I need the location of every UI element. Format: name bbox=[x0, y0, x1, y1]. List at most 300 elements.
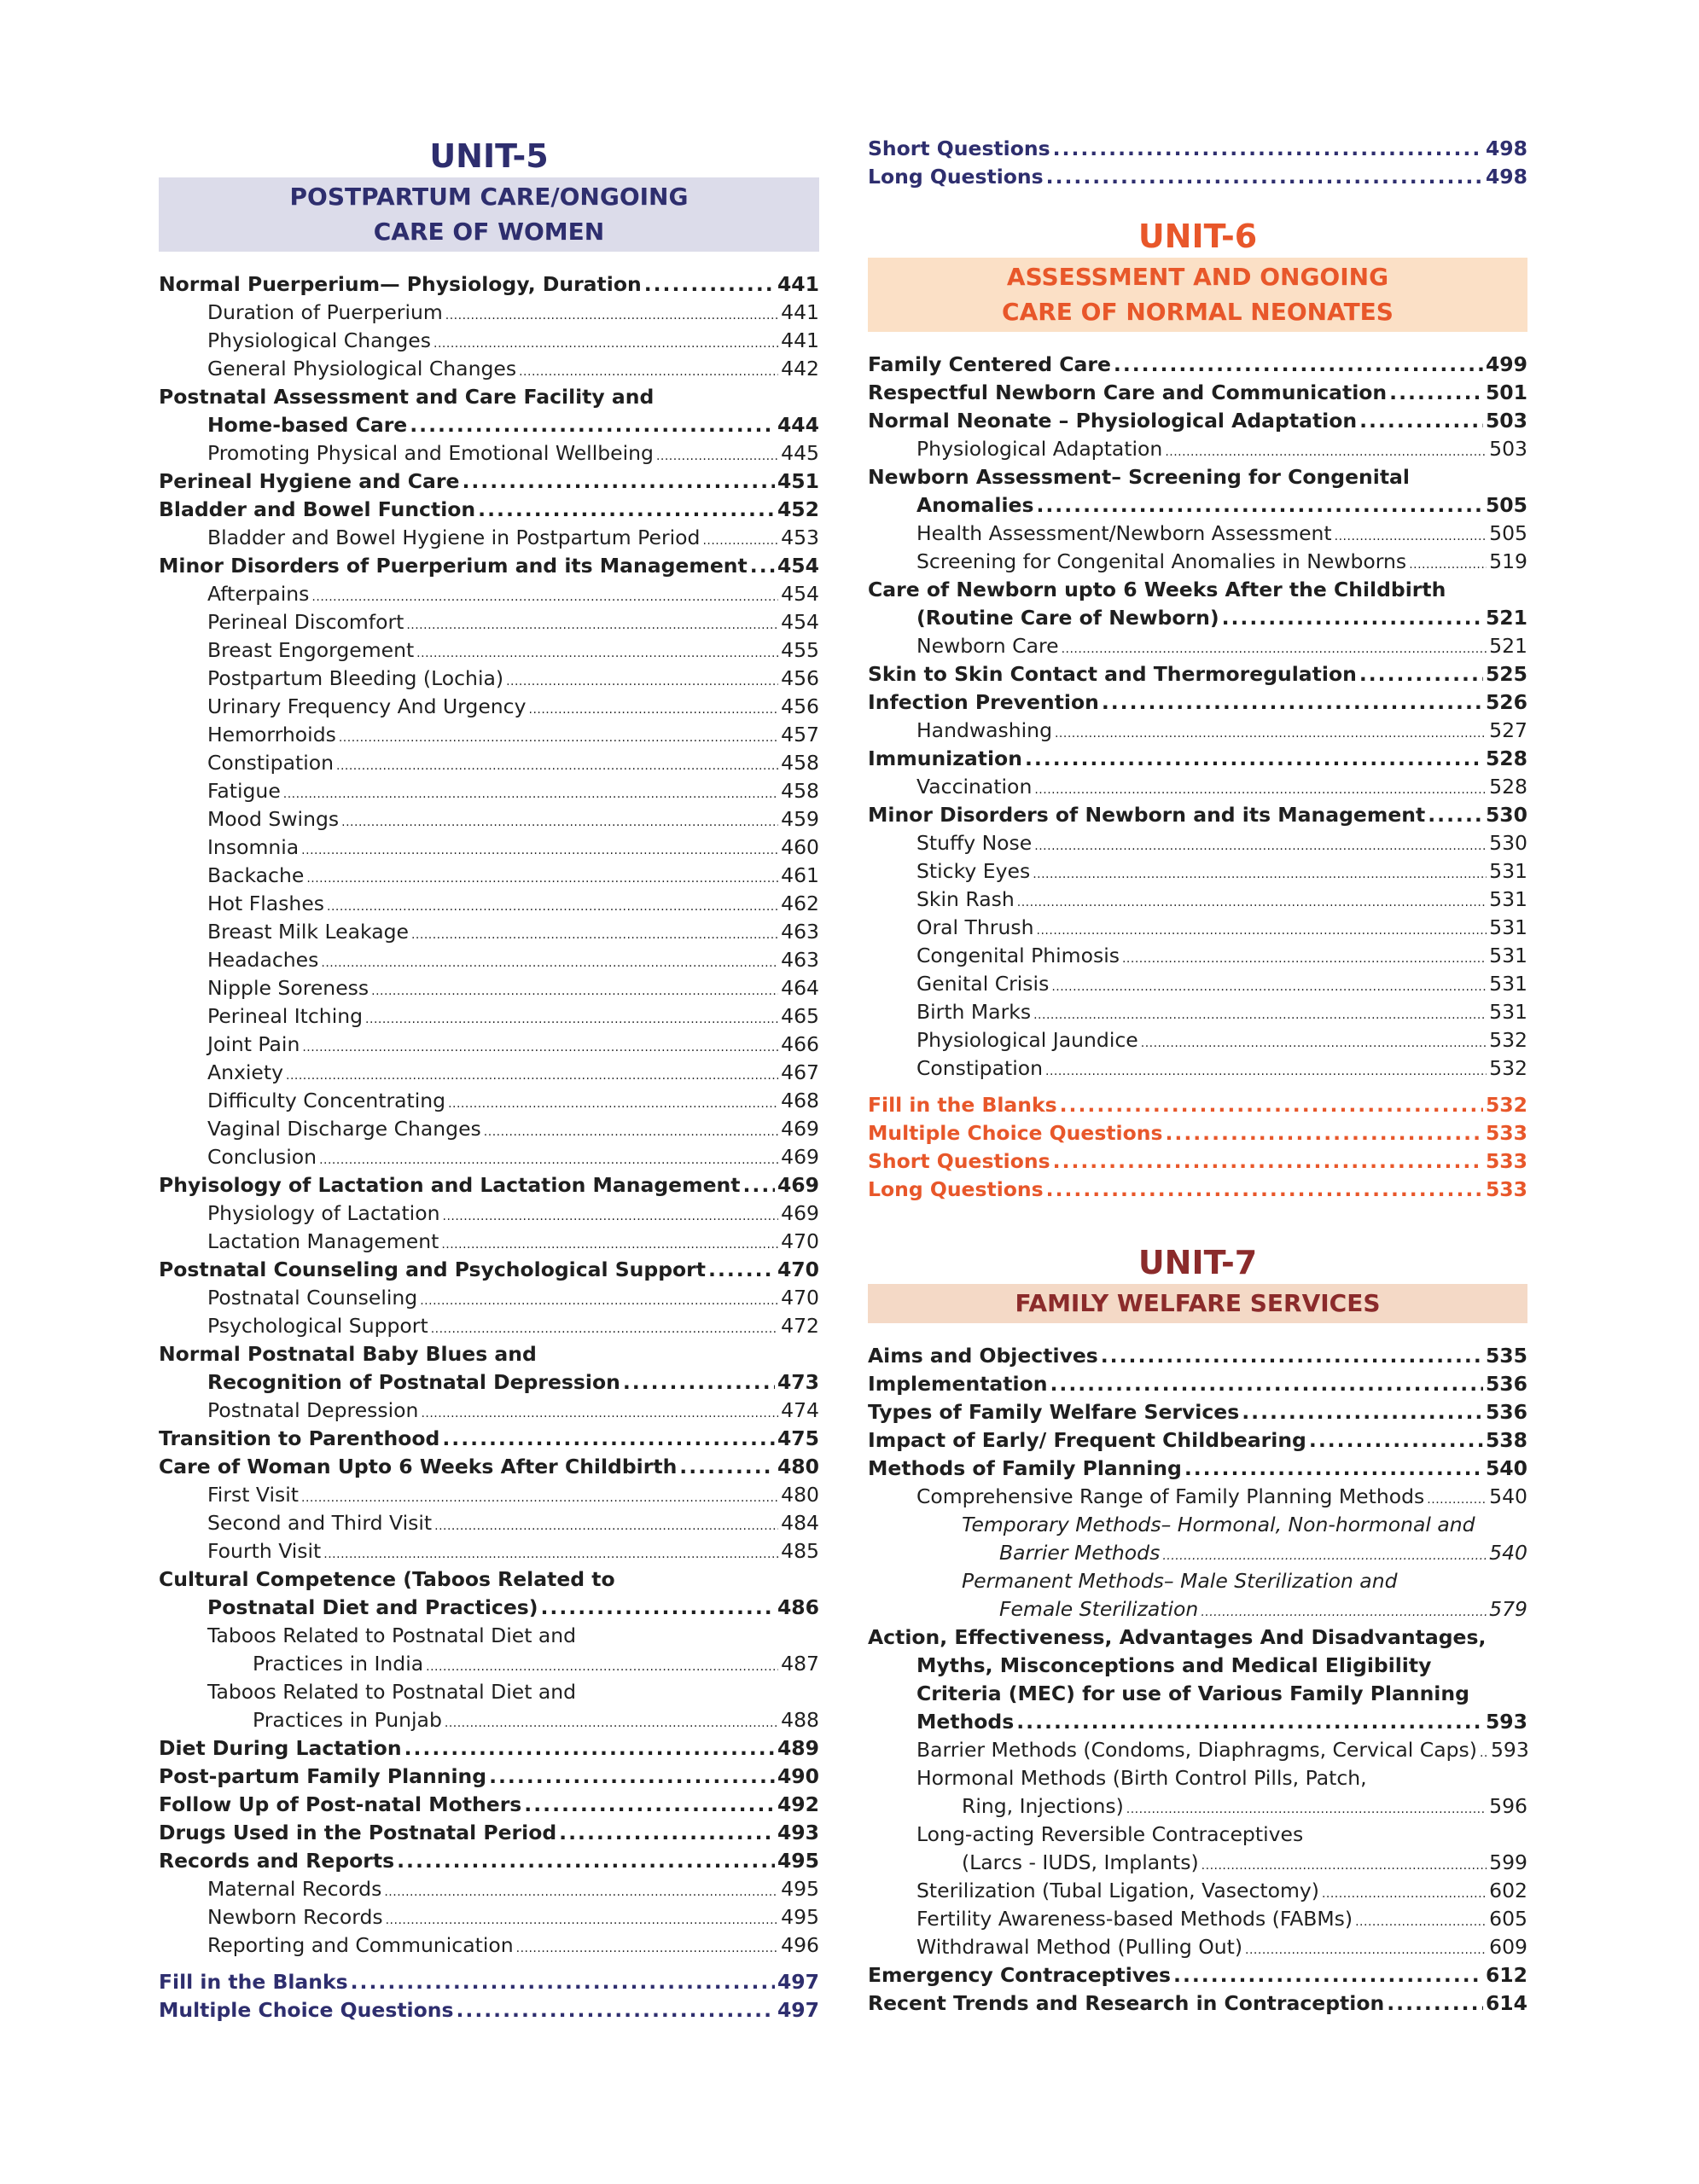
toc-entry bbox=[868, 548, 1527, 576]
toc-entry bbox=[159, 1537, 819, 1565]
toc-entry-title: Handwashing bbox=[916, 718, 1052, 742]
toc-dot-leader bbox=[750, 552, 775, 580]
toc-dot-leader bbox=[1222, 604, 1483, 632]
toc-entry-title: Vaccination bbox=[916, 775, 1033, 799]
toc-entry-title: Cultural Competence (Taboos Related to bbox=[159, 1567, 615, 1591]
toc-entry bbox=[159, 665, 819, 693]
toc-entry bbox=[868, 1398, 1527, 1426]
unit-6-title: UNIT-6 bbox=[1138, 218, 1258, 255]
toc-entry-title: Fatigue bbox=[207, 779, 281, 803]
toc-entry-title: Physiological Adaptation bbox=[916, 437, 1163, 461]
toc-dot-leader bbox=[306, 865, 778, 893]
toc-entry-title: Breast Engorgement bbox=[207, 638, 415, 662]
toc-page-number: 461 bbox=[781, 863, 819, 887]
toc-entry bbox=[868, 1933, 1527, 1961]
toc-dot-leader bbox=[1114, 351, 1483, 379]
toc-dot-leader bbox=[1165, 1119, 1482, 1147]
toc-dot-leader bbox=[1045, 1058, 1487, 1086]
toc-entry-title: Barrier Methods (Condoms, Diaphragms, Cervical Caps) bbox=[916, 1738, 1477, 1762]
right-column bbox=[868, 135, 1527, 2018]
toc-entry-title: Ring, Injections) bbox=[962, 1794, 1124, 1818]
toc-page-number: 531 bbox=[1489, 859, 1527, 883]
toc-entry-title: Screening for Congenital Anomalies in Newborns bbox=[916, 549, 1407, 573]
toc-entry-title: Duration of Puerperium bbox=[207, 300, 443, 324]
toc-page-number: 531 bbox=[1489, 944, 1527, 967]
toc-dot-leader bbox=[1359, 407, 1483, 435]
toc-dot-leader bbox=[406, 612, 778, 640]
toc-entry-title: Criteria (MEC) for use of Various Family Planning bbox=[916, 1682, 1469, 1705]
toc-page-number: 526 bbox=[1485, 690, 1527, 714]
toc-entry-title: Anxiety bbox=[207, 1060, 283, 1084]
toc-dot-leader bbox=[341, 809, 778, 837]
toc-entry-title: Recognition of Postnatal Depression bbox=[207, 1370, 620, 1394]
toc-entry bbox=[159, 1594, 819, 1622]
toc-page-number: 498 bbox=[1485, 136, 1527, 160]
toc-page-number: 519 bbox=[1489, 549, 1527, 573]
toc-entry bbox=[159, 1763, 819, 1791]
toc-entry bbox=[159, 439, 819, 468]
toc-page-number: 521 bbox=[1489, 634, 1527, 658]
toc-dot-leader bbox=[283, 781, 778, 809]
toc-dot-leader bbox=[336, 752, 778, 781]
toc-page-number: 457 bbox=[781, 723, 819, 746]
toc-entry bbox=[868, 1623, 1527, 1652]
toc-entry-title: Perineal Hygiene and Care bbox=[159, 469, 460, 493]
toc-entry-title: Birth Marks bbox=[916, 1000, 1032, 1024]
toc-dot-leader bbox=[351, 1968, 775, 1996]
toc-dot-leader bbox=[1184, 1455, 1483, 1483]
toc-dot-leader bbox=[541, 1594, 775, 1622]
toc-entry-title: Methods bbox=[916, 1710, 1015, 1734]
toc-entry-title: Physiological Changes bbox=[207, 328, 432, 352]
unit-5-entries bbox=[159, 270, 819, 1960]
toc-page-number: 614 bbox=[1485, 1991, 1527, 2015]
toc-dot-leader bbox=[302, 1034, 778, 1062]
toc-entry bbox=[159, 1256, 819, 1284]
toc-page-number: 531 bbox=[1489, 915, 1527, 939]
toc-entry-title: Care of Newborn upto 6 Weeks After the Childbirth bbox=[868, 578, 1446, 601]
toc-entry-title: Postpartum Bleeding (Lochia) bbox=[207, 666, 504, 690]
toc-entry-title: Newborn Records bbox=[207, 1905, 383, 1929]
toc-entry bbox=[868, 1026, 1527, 1054]
toc-page-number: 503 bbox=[1485, 409, 1527, 433]
toc-dot-leader bbox=[506, 668, 778, 696]
toc-page-number: 505 bbox=[1489, 521, 1527, 545]
toc-entry bbox=[159, 608, 819, 636]
toc-dot-leader bbox=[339, 724, 778, 752]
unit-6-subtitle-line1: ASSESSMENT AND ONGOING bbox=[1006, 263, 1389, 291]
toc-entry bbox=[868, 379, 1527, 407]
toc-page-number: 530 bbox=[1489, 831, 1527, 855]
toc-entry bbox=[868, 829, 1527, 857]
toc-page-number: 454 bbox=[781, 610, 819, 634]
toc-entry-title: Maternal Records bbox=[207, 1877, 382, 1901]
toc-page-number: 525 bbox=[1485, 662, 1527, 686]
unit-7-subtitle-line1: FAMILY WELFARE SERVICES bbox=[1015, 1289, 1381, 1317]
toc-entry-title: Barrier Methods bbox=[999, 1541, 1161, 1565]
toc-entry-title: Backache bbox=[207, 863, 305, 887]
toc-entry bbox=[159, 1312, 819, 1340]
toc-entry-title: Physiological Jaundice bbox=[916, 1028, 1138, 1052]
toc-dot-leader bbox=[1309, 1426, 1483, 1455]
toc-entry bbox=[868, 970, 1527, 998]
toc-entry bbox=[159, 1453, 819, 1481]
toc-entry-title: Hemorrhoids bbox=[207, 723, 336, 746]
toc-page-number: 474 bbox=[781, 1398, 819, 1422]
toc-entry-title: Immunization bbox=[868, 746, 1022, 770]
toc-entry-title: Records and Reports bbox=[159, 1849, 395, 1873]
toc-entry bbox=[159, 1115, 819, 1143]
toc-page-number: 484 bbox=[781, 1511, 819, 1535]
toc-entry bbox=[159, 1031, 819, 1059]
toc-page-number: 521 bbox=[1485, 606, 1527, 630]
toc-page-number: 495 bbox=[781, 1877, 819, 1901]
toc-entry-title: Diet During Lactation bbox=[159, 1736, 402, 1760]
toc-page-number: 475 bbox=[777, 1426, 819, 1450]
toc-entry bbox=[868, 632, 1527, 660]
toc-page-number: 487 bbox=[781, 1652, 819, 1676]
toc-entry-title: Normal Neonate – Physiological Adaptation bbox=[868, 409, 1358, 433]
toc-dot-leader bbox=[397, 1847, 775, 1875]
toc-entry-title: Postnatal Depression bbox=[207, 1398, 419, 1422]
toc-page-number: 464 bbox=[781, 976, 819, 1000]
toc-entry bbox=[868, 688, 1527, 717]
toc-entry-title: Lactation Management bbox=[207, 1229, 439, 1253]
toc-entry-title: Second and Third Visit bbox=[207, 1511, 433, 1535]
toc-dot-leader bbox=[524, 1791, 775, 1819]
toc-entry bbox=[159, 834, 819, 862]
unit-5-subtitle-line2: CARE OF WOMEN bbox=[373, 218, 605, 246]
toc-entry-title: Skin Rash bbox=[916, 887, 1015, 911]
toc-page-number: 442 bbox=[781, 357, 819, 380]
toc-entry bbox=[159, 1284, 819, 1312]
toc-entry bbox=[868, 1539, 1527, 1567]
toc-entry bbox=[868, 1652, 1527, 1680]
toc-page-number: 579 bbox=[1489, 1597, 1527, 1621]
toc-page-number: 473 bbox=[777, 1370, 819, 1394]
toc-entry-title: Sticky Eyes bbox=[916, 859, 1031, 883]
toc-entry bbox=[868, 1091, 1527, 1119]
toc-entry bbox=[159, 1678, 819, 1706]
toc-entry-title: Anomalies bbox=[916, 493, 1034, 517]
toc-entry bbox=[868, 886, 1527, 914]
toc-page-number: 466 bbox=[781, 1032, 819, 1056]
toc-page-number: 596 bbox=[1489, 1794, 1527, 1818]
toc-page-number: 480 bbox=[781, 1483, 819, 1507]
toc-entry-title: Fill in the Blanks bbox=[159, 1970, 348, 1994]
toc-entry-title: Home-based Care bbox=[207, 413, 408, 437]
toc-entry-title: Infection Prevention bbox=[868, 690, 1099, 714]
toc-page-number: 470 bbox=[781, 1229, 819, 1253]
toc-entry-title: Perineal Discomfort bbox=[207, 610, 404, 634]
toc-page-number: 538 bbox=[1485, 1428, 1527, 1452]
toc-page-number: 532 bbox=[1489, 1028, 1527, 1052]
toc-dot-leader bbox=[1017, 889, 1487, 917]
toc-page-number: 488 bbox=[781, 1708, 819, 1732]
toc-entry-title: Urinary Frequency And Urgency bbox=[207, 694, 527, 718]
toc-entry bbox=[159, 299, 819, 327]
toc-entry bbox=[868, 1567, 1527, 1595]
toc-dot-leader bbox=[644, 270, 775, 299]
toc-entry-title: Mood Swings bbox=[207, 807, 340, 831]
toc-dot-leader bbox=[410, 411, 775, 439]
toc-entry bbox=[159, 1087, 819, 1115]
toc-page-number: 469 bbox=[781, 1117, 819, 1141]
toc-dot-leader bbox=[484, 1118, 778, 1147]
toc-page-number: 467 bbox=[781, 1060, 819, 1084]
toc-page-number: 530 bbox=[1485, 803, 1527, 827]
toc-entry bbox=[868, 1961, 1527, 1989]
toc-entry-title: Bladder and Bowel Hygiene in Postpartum Period bbox=[207, 526, 701, 549]
toc-entry-title: Physiology of Lactation bbox=[207, 1201, 440, 1225]
unit-5-subtitle-line1: POSTPARTUM CARE/ONGOING bbox=[289, 183, 689, 211]
left-column bbox=[159, 135, 819, 2024]
toc-entry bbox=[868, 1905, 1527, 1933]
toc-page-number: 499 bbox=[1485, 352, 1527, 376]
toc-entry bbox=[159, 1875, 819, 1903]
toc-page-number: 535 bbox=[1485, 1344, 1527, 1368]
toc-entry bbox=[868, 1849, 1527, 1877]
toc-page-number: 445 bbox=[781, 441, 819, 465]
toc-page-number: 531 bbox=[1489, 1000, 1527, 1024]
toc-entry-title: Postnatal Counseling bbox=[207, 1286, 418, 1310]
toc-page-number: 540 bbox=[1485, 1456, 1527, 1480]
unit-6-questions bbox=[868, 1091, 1527, 1204]
toc-entry bbox=[868, 857, 1527, 886]
unit-5-questions bbox=[159, 1968, 819, 2024]
toc-page-number: 532 bbox=[1485, 1093, 1527, 1117]
toc-entry bbox=[159, 777, 819, 805]
toc-dot-leader bbox=[529, 696, 779, 724]
toc-page-number: 497 bbox=[777, 1998, 819, 2022]
toc-page-number: 463 bbox=[781, 948, 819, 972]
toc-entry bbox=[159, 946, 819, 974]
toc-entry-title: Care of Woman Upto 6 Weeks After Childbirth bbox=[159, 1455, 678, 1478]
toc-entry-title: Difficulty Concentrating bbox=[207, 1089, 446, 1112]
toc-entry-title: Long Questions bbox=[868, 1177, 1044, 1201]
toc-entry bbox=[159, 1228, 819, 1256]
toc-entry-title: Health Assessment/Newborn Assessment bbox=[916, 521, 1332, 545]
toc-entry bbox=[868, 914, 1527, 942]
toc-entry bbox=[159, 411, 819, 439]
toc-dot-leader bbox=[478, 496, 775, 524]
toc-entry-title: Conclusion bbox=[207, 1145, 317, 1169]
toc-entry-title: Fertility Awareness-based Methods (FABMs) bbox=[916, 1907, 1353, 1931]
toc-entry-title: Congenital Phimosis bbox=[916, 944, 1120, 967]
toc-dot-leader bbox=[1016, 1708, 1483, 1736]
toc-entry bbox=[159, 805, 819, 834]
toc-page-number: 459 bbox=[781, 807, 819, 831]
unit-5-subtitle bbox=[159, 177, 819, 252]
toc-entry-title: Psychological Support bbox=[207, 1314, 428, 1338]
toc-entry-title: Insomnia bbox=[207, 835, 300, 859]
toc-entry bbox=[159, 862, 819, 890]
toc-entry-title: Newborn Care bbox=[916, 634, 1059, 658]
toc-page-number: 492 bbox=[777, 1792, 819, 1816]
toc-entry-title: Headaches bbox=[207, 948, 319, 972]
toc-entry-title: Normal Puerperium— Physiology, Duration bbox=[159, 272, 642, 296]
toc-page-number: 470 bbox=[777, 1258, 819, 1281]
toc-entry bbox=[868, 1792, 1527, 1821]
toc-entry-title: Hot Flashes bbox=[207, 892, 325, 915]
toc-dot-leader bbox=[1036, 491, 1482, 520]
toc-entry bbox=[868, 407, 1527, 435]
toc-entry-title: Types of Family Welfare Services bbox=[868, 1400, 1240, 1424]
toc-page-number: 463 bbox=[781, 920, 819, 944]
toc-dot-leader bbox=[420, 1287, 778, 1316]
toc-page-number: 453 bbox=[781, 526, 819, 549]
toc-entry bbox=[159, 383, 819, 411]
unit-7-title: UNIT-7 bbox=[1138, 1244, 1258, 1281]
toc-dot-leader bbox=[489, 1763, 775, 1791]
toc-dot-leader bbox=[456, 1996, 774, 2024]
toc-entry bbox=[868, 1147, 1527, 1176]
toc-entry bbox=[868, 1877, 1527, 1905]
toc-dot-leader bbox=[1122, 945, 1487, 973]
toc-dot-leader bbox=[1480, 1740, 1488, 1768]
toc-page-number: 612 bbox=[1485, 1963, 1527, 1987]
toc-entry-title: Phyisology of Lactation and Lactation Management bbox=[159, 1173, 741, 1197]
toc-entry bbox=[868, 1511, 1527, 1539]
toc-page-number: 456 bbox=[781, 666, 819, 690]
toc-entry bbox=[159, 749, 819, 777]
unit-6-entries bbox=[868, 351, 1527, 1083]
toc-entry bbox=[159, 1481, 819, 1509]
toc-entry-title: Practices in India bbox=[253, 1652, 424, 1676]
unit-7-block bbox=[868, 1241, 1527, 2018]
unit-6-block bbox=[868, 215, 1527, 1204]
toc-entry-title: Recent Trends and Research in Contraception bbox=[868, 1991, 1385, 2015]
unit-5-questions-continued bbox=[868, 135, 1527, 191]
toc-page-number: 455 bbox=[781, 638, 819, 662]
toc-page-number: 527 bbox=[1489, 718, 1527, 742]
toc-entry bbox=[868, 604, 1527, 632]
toc-entry bbox=[868, 801, 1527, 829]
toc-entry bbox=[159, 1059, 819, 1087]
toc-entry-title: Nipple Soreness bbox=[207, 976, 369, 1000]
toc-page-number: 458 bbox=[781, 779, 819, 803]
toc-entry bbox=[868, 491, 1527, 520]
toc-entry-title: Methods of Family Planning bbox=[868, 1456, 1182, 1480]
toc-page-number: 540 bbox=[1489, 1541, 1527, 1565]
toc-entry bbox=[159, 890, 819, 918]
toc-entry bbox=[868, 1119, 1527, 1147]
toc-entry-title: Impact of Early/ Frequent Childbearing bbox=[868, 1428, 1306, 1452]
toc-page-number: 468 bbox=[781, 1089, 819, 1112]
toc-entry-title: Family Centered Care bbox=[868, 352, 1111, 376]
toc-dot-leader bbox=[1046, 163, 1483, 191]
toc-page-number: 503 bbox=[1489, 437, 1527, 461]
toc-entry bbox=[159, 974, 819, 1002]
toc-entry-title: Fourth Visit bbox=[207, 1539, 322, 1563]
toc-entry-title: Transition to Parenthood bbox=[159, 1426, 440, 1450]
toc-entry bbox=[159, 552, 819, 580]
toc-entry-title: (Larcs - IUDS, Implants) bbox=[962, 1850, 1199, 1874]
toc-dot-leader bbox=[708, 1256, 775, 1284]
toc-entry bbox=[868, 1370, 1527, 1398]
toc-page-number: 532 bbox=[1489, 1056, 1527, 1080]
toc-entry bbox=[868, 435, 1527, 463]
toc-dot-leader bbox=[1359, 660, 1483, 688]
toc-page-number: 470 bbox=[781, 1286, 819, 1310]
toc-page-number: 593 bbox=[1490, 1738, 1529, 1762]
toc-entry bbox=[868, 1176, 1527, 1204]
toc-dot-leader bbox=[1389, 379, 1483, 407]
toc-page-number: 497 bbox=[777, 1970, 819, 1994]
toc-dot-leader bbox=[1025, 745, 1483, 773]
toc-page-number: 460 bbox=[781, 835, 819, 859]
toc-entry-title: Postnatal Diet and Practices) bbox=[207, 1595, 538, 1619]
toc-entry-title: Normal Postnatal Baby Blues and bbox=[159, 1342, 537, 1366]
toc-entry-title: Multiple Choice Questions bbox=[868, 1121, 1163, 1145]
toc-entry-title: Postnatal Counseling and Psychological Support bbox=[159, 1258, 707, 1281]
toc-entry bbox=[159, 1340, 819, 1368]
toc-dot-leader bbox=[1102, 688, 1483, 717]
toc-entry-title: Minor Disorders of Puerperium and its Management bbox=[159, 554, 748, 578]
toc-dot-leader bbox=[1034, 833, 1487, 861]
toc-page-number: 599 bbox=[1489, 1850, 1527, 1874]
toc-entry-title: Comprehensive Range of Family Planning Methods bbox=[916, 1484, 1425, 1508]
toc-entry bbox=[868, 1680, 1527, 1708]
toc-page-number: 593 bbox=[1485, 1710, 1527, 1734]
toc-dot-leader bbox=[434, 1513, 778, 1541]
unit-5-block bbox=[159, 135, 819, 2024]
toc-page-number: 444 bbox=[777, 413, 819, 437]
toc-entry bbox=[868, 163, 1527, 191]
toc-entry bbox=[868, 1708, 1527, 1736]
toc-dot-leader bbox=[1053, 1147, 1483, 1176]
toc-page-number: 609 bbox=[1489, 1935, 1527, 1959]
toc-entry bbox=[159, 1397, 819, 1425]
toc-entry-title: Constipation bbox=[207, 751, 334, 775]
toc-entry bbox=[159, 1509, 819, 1537]
toc-entry bbox=[159, 1650, 819, 1678]
toc-entry-title: Joint Pain bbox=[207, 1032, 300, 1056]
toc-page-number: 458 bbox=[781, 751, 819, 775]
toc-page-number: 531 bbox=[1489, 972, 1527, 996]
toc-entry bbox=[159, 1622, 819, 1650]
toc-page-number: 495 bbox=[781, 1905, 819, 1929]
toc-entry bbox=[868, 660, 1527, 688]
toc-page-number: 469 bbox=[777, 1173, 819, 1197]
toc-page-number: 456 bbox=[781, 694, 819, 718]
toc-entry-title: Myths, Misconceptions and Medical Eligibility bbox=[916, 1653, 1432, 1677]
toc-entry-title: Vaginal Discharge Changes bbox=[207, 1117, 481, 1141]
toc-entry bbox=[159, 1847, 819, 1875]
toc-entry-title: Emergency Contraceptives bbox=[868, 1963, 1172, 1987]
toc-page-number: 495 bbox=[777, 1849, 819, 1873]
toc-entry bbox=[159, 496, 819, 524]
toc-page-number: 528 bbox=[1485, 746, 1527, 770]
toc-dot-leader bbox=[516, 1935, 779, 1963]
toc-entry-title: Withdrawal Method (Pulling Out) bbox=[916, 1935, 1243, 1959]
toc-entry-title: Permanent Methods– Male Sterilization and bbox=[962, 1569, 1398, 1593]
toc-entry-title: Oral Thrush bbox=[916, 915, 1034, 939]
toc-entry-title: Implementation bbox=[868, 1372, 1048, 1396]
toc-entry-title: General Physiological Changes bbox=[207, 357, 517, 380]
toc-entry-title: Taboos Related to Postnatal Diet and bbox=[207, 1623, 577, 1647]
toc-page-number: 452 bbox=[777, 497, 819, 521]
toc-page-number: 531 bbox=[1489, 887, 1527, 911]
toc-entry bbox=[159, 1996, 819, 2024]
toc-dot-leader bbox=[1355, 1908, 1487, 1937]
toc-page-number: 540 bbox=[1489, 1484, 1527, 1508]
toc-entry bbox=[868, 576, 1527, 604]
toc-entry bbox=[868, 463, 1527, 491]
toc-dot-leader bbox=[1051, 973, 1487, 1002]
toc-entry-title: Long Questions bbox=[868, 165, 1044, 189]
toc-entry-title: Fill in the Blanks bbox=[868, 1093, 1057, 1117]
